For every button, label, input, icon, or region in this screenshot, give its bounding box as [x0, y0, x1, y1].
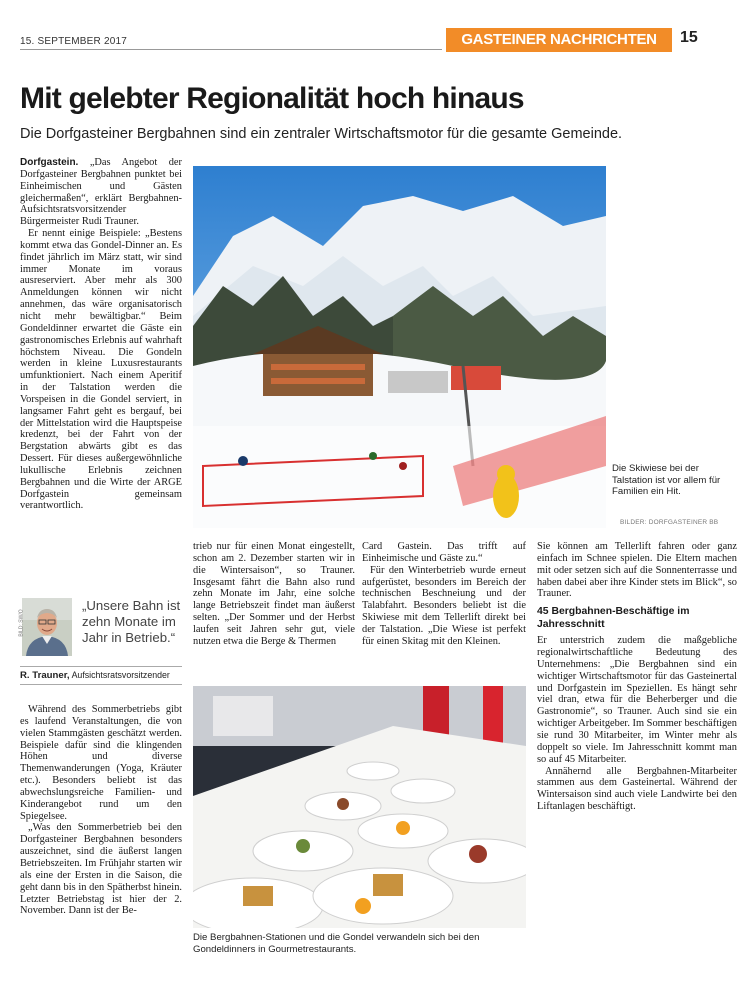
- quote-text: „Unsere Bahn ist zehn Monate im Jahr in Betrieb.“: [82, 598, 181, 645]
- paragraph: trieb nur für einen Monat eingestellt, schon am 2. Dezember starten wir in die Wintersaison“, so Trauner. Insgesamt fährt die Bahn also rund zehn Monate im Jahr, eine solche lange Betriebszeit findet man äußerst selten. „Der Sommer und der Herbst laufen seit Jahren sehr gut, viele nutzen etwa die Berge & Thermen: [193, 541, 355, 647]
- gondola-dinner-photo: [193, 686, 526, 928]
- quote-divider: [20, 666, 182, 667]
- quote-attribution: [20, 670, 186, 681]
- paragraph: Er nennt einige Beispiele: „Bestens kommt etwa das Gondel-Dinner an. Es findet jährlich im März statt, wir sind immer Monate im voraus ausreserviert. Aber mehr als 300 Anmeldungen können wir nicht annehmen, das wäre organisatorisch nicht mehr bewältigbar.“ Beim Gondeldinner erwartet die Gäste ein gastronomisches Erlebnis auf wahrhaft höchstem Niveau. Die Gondeln werden in kleine Luxusrestaurants umfunktioniert. Nach einem Aperitif in der Talstation werden die Vorspeisen in die Gondel serviert, in langsamer Fahrt geht es bergauf, bei der Mittelstation wird die Hauptspeise kredenzt, bei der Fahrt von der Bergstation abwärts gibt es das Dessert. Für dieses außergewöhnliche lukullische Erlebnis zeichnen Bergbahnen und die Wirte der ARGE Dorfgastein gemeinsam verantwortlich.: [20, 228, 182, 512]
- quote-name: R. Trauner,: [20, 670, 70, 681]
- pull-quote: [20, 596, 182, 664]
- dateline: Dorfgastein.: [20, 157, 79, 168]
- paragraph: Annähernd alle Bergbahnen-Mitarbeiter stammen aus dem Gasteinertal. Während der Wintersaison sind auch viele Landwirte bei den Liftanlagen beschäftigt.: [537, 765, 737, 813]
- quote-role: Aufsichtsratsvorsitzender: [71, 670, 170, 680]
- quote-divider: [20, 684, 182, 685]
- header-divider: [20, 49, 442, 50]
- paragraph: [20, 157, 182, 228]
- paragraph: Sie können am Tellerlift fahren oder ganz einfach im Schnee spielen. Die Eltern machen mit oder setzen sich auf die Sonnenterrasse und haben dabei aber ihre Kinder stets im Blick“, so Trauner.: [537, 541, 737, 600]
- section-label: GASTEINER NACHRICHTEN: [446, 28, 672, 52]
- paragraph: Während des Sommerbetriebs gibt es laufend Veranstaltungen, die von vielen Stammgästen geschätzt werden. Beispiele dafür sind die klingenden Höhen und diverse Themenwanderungen (Yoga, Kräuter etc.). Besonders beliebt ist das abwechslungsreiche Familien- und Kinderangebot rund um den Spiegelsee.: [20, 704, 182, 822]
- portrait-credit: BILD: SW/O: [18, 609, 25, 637]
- portrait-photo: [22, 598, 72, 656]
- article-column-2: [193, 541, 355, 681]
- paragraph: Card Gastein. Das trifft auf Einheimische und Gäste zu.“: [362, 541, 526, 564]
- subheading: 45 Bergbahnen-Beschäftige im Jahresschnitt: [537, 606, 690, 630]
- ski-meadow-photo: [193, 166, 606, 528]
- paragraph: Für den Winterbetrieb wurde erneut aufgerüstet, besonders im Bereich der technischen Beschneiung und der Talabfahrt. Besonders beliebt ist die Skiwiese mit dem Tellerlift direkt bei der Talstation. „Die Wiese ist perfekt für einen Skitag mit den Kleinen.: [362, 564, 526, 647]
- top-photo-caption: Die Skiwiese bei der Talstation ist vor allem für Familien ein Hit.: [612, 463, 721, 497]
- paragraph: „Was den Sommerbetrieb bei den Dorfgasteiner Bergbahnen besonders auszeichnet, sind die äußerst langen Betriebszeiten. Im Frühjahr starten wir als eine der Ersten in die Saison, die geht dann bis in den Spätherbst hinein. Letzter Betriebstag ist hier der 2. November. Dann ist der Be-: [20, 822, 182, 917]
- article-column-4: [537, 541, 737, 972]
- headline: Mit gelebter Regionalität hoch hinaus: [20, 82, 524, 115]
- paragraph-text: „Das Angebot der Dorfgasteiner Bergbahnen punktet bei Einheimischen und Gästen gleichermaßen“, erklärt Bergbahnen-Aufsichtsratsvorsitzender Bürgermeister Rudi Trauner.: [20, 157, 182, 228]
- subheadline: Die Dorfgasteiner Bergbahnen sind ein zentraler Wirtschaftsmotor für die gesamte Gemeinde.: [20, 126, 623, 142]
- issue-date: 15. SEPTEMBER 2017: [20, 36, 127, 47]
- photo-credit: BILDER: DORFGASTEINER BB: [620, 519, 719, 526]
- article-column-1: [20, 157, 182, 535]
- article-column-3: [362, 541, 526, 681]
- paragraph: Er unterstrich zudem die maßgebliche regionalwirtschaftliche Bedeutung des Unternehmens: „Die Bergbahnen sind ein wichtiger Wirtschaftsmotor für das Gasteinertal und Dorfgastein im Speziellen. Es hängt sehr viel dran, etwa für die Beherberger und die Gastronomie“, so Trauner. Auch sind sie ein wichtiger Arbeitgeber. Im Sommer beschäftigen sie rund 30 Mitarbeiter, im Winter mehr als doppelt so viele. Im Jahresschnitt kommt man so auf 45 Mitarbeiter.: [537, 635, 737, 765]
- page-number: 15: [680, 29, 698, 46]
- article-column-1-continued: [20, 704, 182, 972]
- bottom-photo-caption: Die Bergbahnen-Stationen und die Gondel verwandeln sich bei den Gondeldinners in Gourmetrestaurants.: [193, 932, 480, 955]
